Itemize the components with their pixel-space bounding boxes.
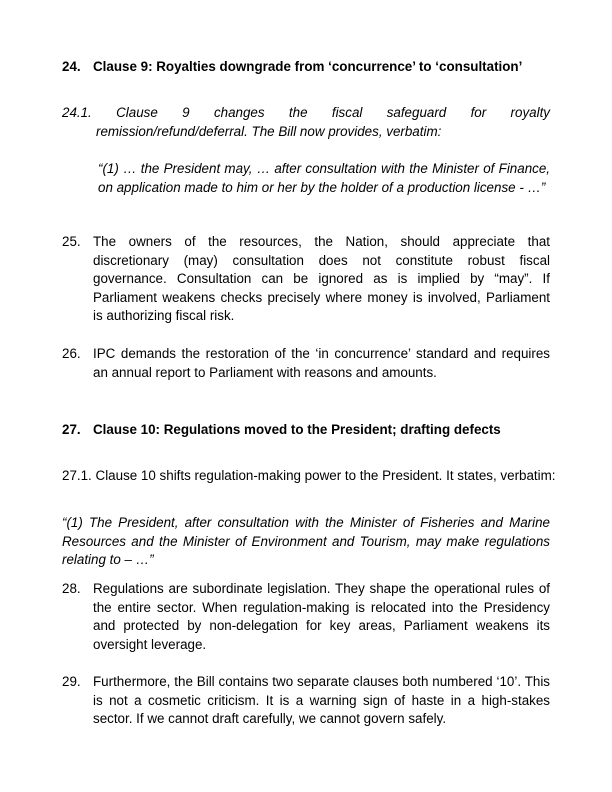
paragraph-28 [62, 580, 550, 654]
paragraph-number: 26. [62, 346, 81, 361]
paragraph-text: Clause 9 changes the fiscal safeguard for royalty [116, 105, 550, 120]
paragraph-text: The owners of the resources, the Nation, should appreciate that discretionary (may) consultation does not constitute robust fiscal governance. Consultation can be ignored as is implied by “may”. If Parliament weakens checks precisely where money is involved, Parliament is authorizing fiscal risk. [93, 234, 550, 323]
section-number: 24. [62, 59, 81, 74]
quotation-24-1: “(1) … the President may, … after consultation with the Minister of Finance, on application made to him or her by the holder of a production license - …” [98, 161, 550, 195]
paragraph-27-1 [62, 467, 572, 486]
paragraph-24-1 [62, 104, 550, 141]
paragraph-text: Regulations are subordinate legislation. They shape the operational rules of the entire sector. When regulation-making is relocated into the Presidency and protected by non-delegation for key areas, Parliament weakens its oversight leverage. [93, 581, 550, 652]
section-title: Clause 9: Royalties downgrade from ‘concurrence’ to ‘consultation’ [93, 59, 523, 74]
paragraph-text: Clause 10 shifts regulation-making power to the President. It states, verbatim: [95, 468, 556, 483]
paragraph-24-1-line-1 [62, 104, 550, 123]
paragraph-24-1-line-2: remission/refund/deferral. The Bill now provides, verbatim: [96, 123, 442, 139]
quotation-27-1: “(1) The President, after consultation with the Minister of Fisheries and Marine Resources and the Minister of Environment and Tourism, may make regulations relating to – …” [62, 515, 550, 567]
section-title: Clause 10: Regulations moved to the President; drafting defects [93, 422, 501, 437]
paragraph-text: Furthermore, the Bill contains two separate clauses both numbered ‘10’. This is not a cosmetic criticism. It is a warning sign of haste in a high-stakes sector. If we cannot draft carefully, we cannot govern safely. [93, 674, 550, 726]
paragraph-26 [62, 345, 550, 382]
paragraph-number: 28. [62, 581, 81, 596]
paragraph-number: 25. [62, 234, 81, 249]
paragraph-number: 29. [62, 674, 81, 689]
paragraph-25 [62, 233, 550, 326]
section-number: 27. [62, 422, 81, 437]
paragraph-number: 24.1. [62, 105, 92, 120]
paragraph-29 [62, 673, 550, 729]
paragraph-number: 27.1. [62, 468, 92, 483]
section-heading-27 [62, 421, 550, 440]
section-heading-24 [62, 58, 550, 77]
paragraph-text: IPC demands the restoration of the ‘in concurrence’ standard and requires an annual report to Parliament with reasons and amounts. [93, 346, 550, 380]
